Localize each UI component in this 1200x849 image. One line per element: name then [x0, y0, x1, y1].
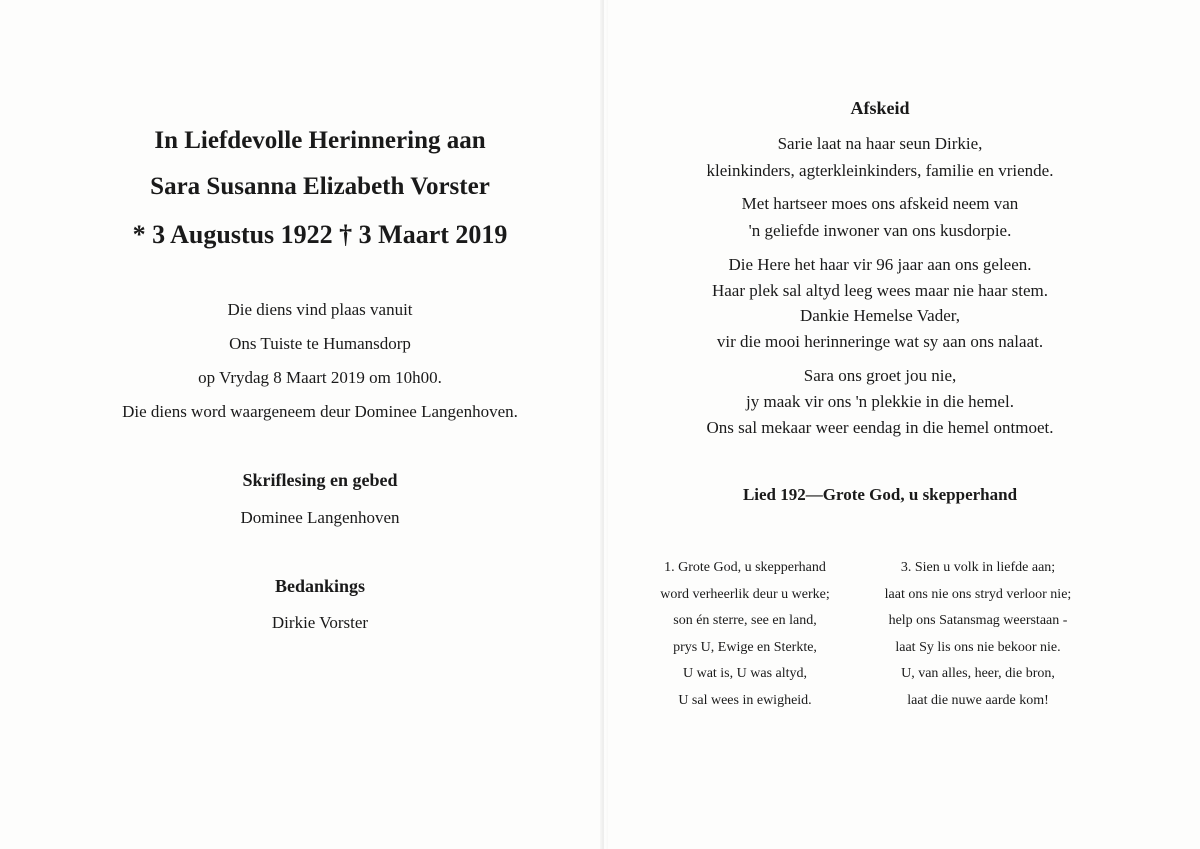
farewell-line: Sarie laat na haar seun Dirkie, — [777, 134, 983, 153]
service-line-1: Die diens vind plaas vanuit — [227, 300, 413, 319]
life-dates: * 3 Augustus 1922 † 3 Maart 2019 — [132, 220, 508, 249]
hymn-verse-1 — [630, 561, 860, 720]
verse-line: laat die nuwe aarde kom! — [907, 692, 1049, 708]
farewell-line: vir die mooi herinneringe wat sy aan ons nalaat. — [716, 332, 1044, 351]
verse-line: U sal wees in ewigheid. — [678, 692, 812, 708]
farewell-line: kleinkinders, agterkleinkinders, familie en vriende. — [706, 161, 1054, 180]
farewell-line: Sara ons groet jou nie, — [803, 366, 957, 385]
farewell-line: Dankie Hemelse Vader, — [800, 306, 960, 325]
farewell-line: 'n geliefde inwoner van ons kusdorpie. — [748, 221, 1012, 240]
verse-line: laat ons nie ons stryd verloor nie; — [884, 586, 1072, 602]
title-line-1: In Liefdevolle Herinnering aan — [154, 127, 486, 154]
hymn-verse-3 — [863, 561, 1093, 720]
verse-line: son én sterre, see en land, — [673, 613, 817, 628]
verse-line: prys U, Ewige en Sterkte, — [673, 639, 817, 655]
farewell-line: Ons sal mekaar weer eendag in die hemel ontmoet. — [706, 418, 1054, 437]
farewell-heading: Afskeid — [850, 98, 910, 118]
verse-line: help ons Satansmag weerstaan - — [888, 613, 1068, 628]
deceased-name: Sara Susanna Elizabeth Vorster — [150, 173, 490, 200]
thanks-name: Dirkie Vorster — [271, 613, 369, 632]
hymn-heading: Lied 192—Grote God, u skepperhand — [742, 485, 1018, 504]
farewell-line: Die Here het haar vir 96 jaar aan ons geleen. — [728, 255, 1032, 274]
verse-line: 3. Sien u volk in liefde aan; — [900, 560, 1056, 575]
verse-line: 1. Grote God, u skepperhand — [664, 560, 826, 575]
farewell-line: jy maak vir ons 'n plekkie in die hemel. — [746, 392, 1014, 411]
center-fold — [600, 0, 608, 849]
left-page — [60, 0, 580, 849]
right-page — [610, 0, 1150, 849]
service-line-2: Ons Tuiste te Humansdorp — [229, 334, 411, 353]
reading-heading: Skriflesing en gebed — [242, 470, 398, 490]
thanks-heading: Bedankings — [274, 576, 366, 596]
farewell-line: Haar plek sal altyd leeg wees maar nie haar stem. — [711, 281, 1049, 300]
service-line-4: Die diens word waargeneem deur Dominee Langenhoven. — [122, 402, 518, 421]
verse-line: U, van alles, heer, die bron, — [901, 666, 1055, 681]
farewell-line: Met hartseer moes ons afskeid neem van — [741, 194, 1019, 213]
verse-line: laat Sy lis ons nie bekoor nie. — [895, 639, 1061, 655]
service-line-3: op Vrydag 8 Maart 2019 om 10h00. — [198, 368, 442, 387]
verse-line: U wat is, U was altyd, — [682, 666, 808, 681]
verse-line: word verheerlik deur u werke; — [660, 586, 830, 602]
reading-name: Dominee Langenhoven — [240, 508, 400, 527]
